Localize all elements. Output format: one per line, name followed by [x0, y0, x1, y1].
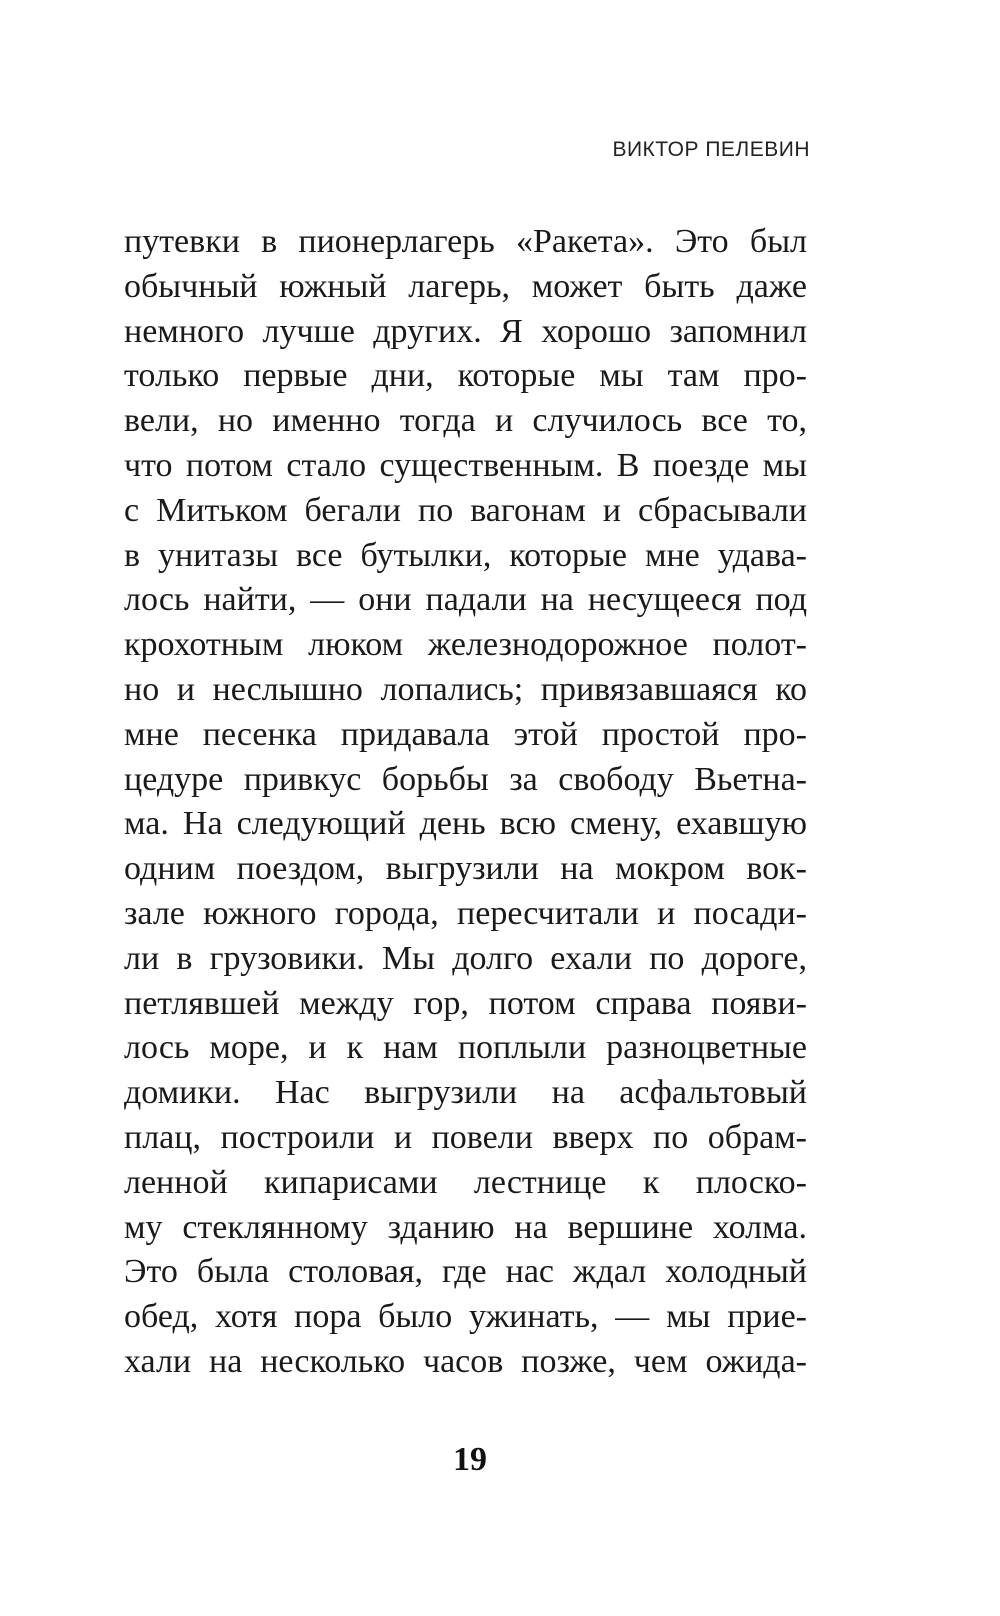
- text-line: немного лучше других. Я хорошо запомнил: [124, 312, 807, 350]
- text-line: мне песенка придавала этой простой про-: [124, 715, 807, 753]
- text-line: петлявшей между гор, потом справа появи-: [124, 984, 807, 1022]
- text-line: му стеклянному зданию на вершине холма.: [124, 1208, 807, 1246]
- page-number: 19: [453, 1441, 487, 1478]
- text-line: обед, хотя пора было ужинать, — мы прие-: [124, 1298, 807, 1336]
- text-line: Это была столовая, где нас ждал холодный: [124, 1253, 807, 1291]
- text-line: цедуре привкус борьбы за свободу Вьетна-: [124, 760, 807, 798]
- text-line: зале южного города, пересчитали и посади-: [124, 894, 807, 932]
- text-line: лось море, и к нам поплыли разноцветные: [124, 1029, 807, 1067]
- text-line: лось найти, — они падали на несущееся под: [124, 581, 807, 619]
- body-text: [124, 220, 807, 1385]
- text-line: крохотным люком железнодорожное полот-: [124, 626, 807, 664]
- text-line: вели, но именно тогда и случилось все то,: [124, 402, 807, 440]
- text-line: обычный южный лагерь, может быть даже: [124, 267, 807, 305]
- text-line: в унитазы все бутылки, которые мне удава-: [124, 536, 807, 574]
- text-line: путевки в пионерлагерь «Ракета». Это был: [124, 223, 807, 260]
- text-line: ли в грузовики. Мы долго ехали по дороге,: [124, 939, 807, 977]
- text-line: только первые дни, которые мы там про-: [124, 357, 807, 395]
- text-line: плац, построили и повели вверх по обрам-: [124, 1118, 807, 1156]
- text-line: но и неслышно лопались; привязавшаяся ко: [124, 670, 807, 708]
- text-line: ма. На следующий день всю смену, ехавшую: [124, 805, 807, 843]
- text-line: что потом стало существенным. В поезде мы: [124, 446, 807, 484]
- text-line: домики. Нас выгрузили на асфальтовый: [124, 1074, 807, 1112]
- text-line: одним поездом, выгрузили на мокром вок-: [124, 850, 807, 888]
- text-line: с Митьком бегали по вагонам и сбрасывали: [124, 491, 807, 529]
- text-line: ленной кипарисами лестнице к плоско-: [124, 1163, 807, 1201]
- text-line: хали на несколько часов позже, чем ожида-: [124, 1342, 807, 1380]
- running-head-author: ВИКТОР ПЕЛЕВИН: [612, 138, 810, 161]
